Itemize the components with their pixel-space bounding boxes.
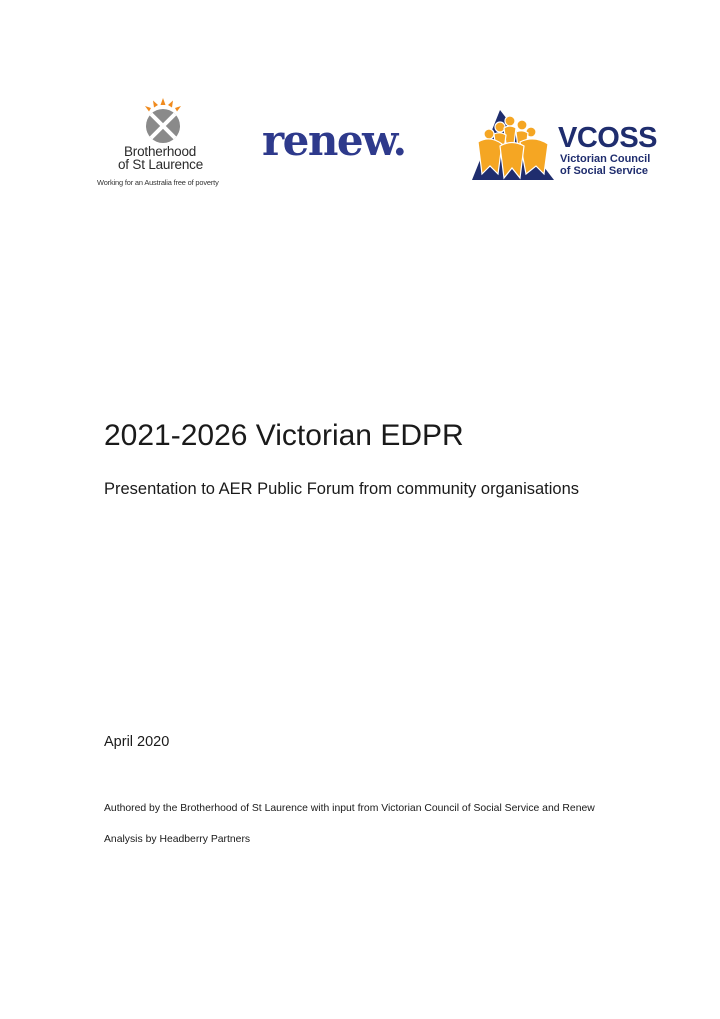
document-date: April 2020: [104, 734, 170, 750]
authored-by-line: Authored by the Brotherhood of St Laurence with input from Victorian Council of Social Service and Renew: [104, 803, 595, 814]
vcoss-full-name-line2: of Social Service: [560, 164, 649, 177]
vcoss-full-name-line1: Victorian Council: [560, 153, 651, 165]
renew-logo: renew.: [262, 116, 406, 165]
vcoss-emblem-icon: [470, 108, 556, 182]
vcoss-full-name: [560, 154, 660, 177]
bsl-name-line2: of St Laurence: [118, 157, 204, 172]
bsl-name: [118, 145, 238, 171]
document-subtitle: Presentation to AER Public Forum from community organisations: [104, 480, 580, 498]
analysis-by-line: Analysis by Headberry Partners: [104, 834, 251, 845]
bsl-tagline: Working for an Australia free of poverty: [97, 178, 219, 187]
document-title: 2021-2026 Victorian EDPR: [104, 419, 464, 452]
vcoss-acronym: VCOSS: [558, 122, 658, 154]
vcoss-logo: [470, 108, 660, 184]
bsl-emblem-icon: [138, 98, 188, 146]
bsl-logo: [96, 98, 236, 194]
bsl-name-line1: Brotherhood: [124, 144, 197, 159]
